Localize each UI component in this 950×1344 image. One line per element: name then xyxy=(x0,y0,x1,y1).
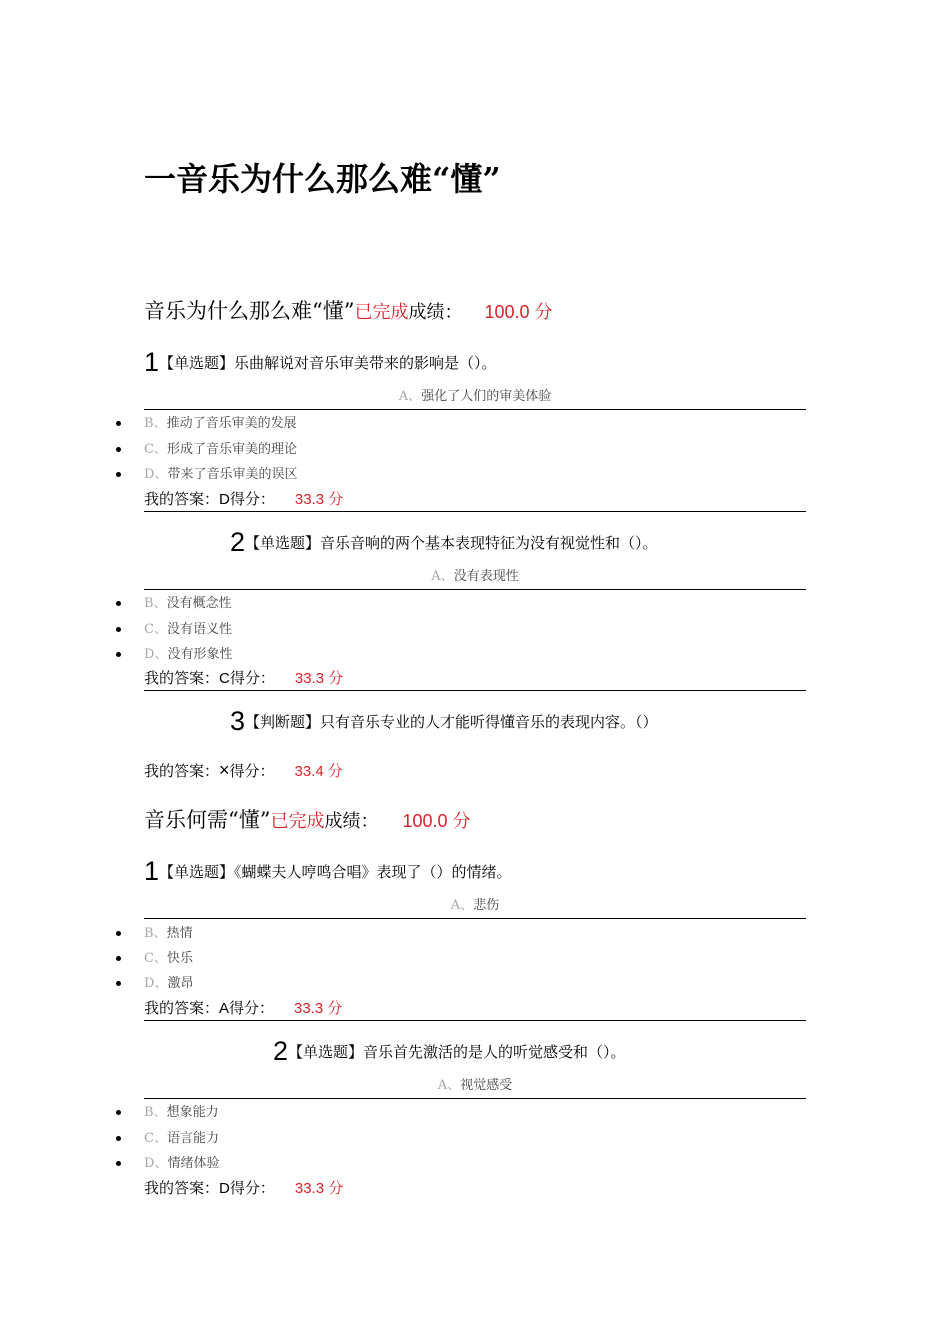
answer-row xyxy=(144,760,343,782)
question-text: 音乐音响的两个基本表现特征为没有视觉性和（）。 xyxy=(320,534,658,552)
bullet xyxy=(116,956,121,961)
option-a[interactable]: A、没有表现性 xyxy=(431,569,519,584)
points-value: 33.3 分 xyxy=(294,670,344,687)
answer-row xyxy=(144,998,342,1019)
option-c[interactable]: C、快乐 xyxy=(144,951,193,966)
question-text: 《蝴蝶夫人哼鸣合唱》表现了（）的情绪。 xyxy=(234,863,512,881)
question-2 xyxy=(273,1036,626,1067)
section-score: 100.0 分 xyxy=(484,302,553,322)
bullet xyxy=(116,1136,121,1141)
section-header xyxy=(144,296,553,328)
section-score: 100.0 分 xyxy=(402,811,471,831)
question-number: 3 xyxy=(230,706,246,736)
bullet xyxy=(116,447,121,452)
bullet xyxy=(116,1161,121,1166)
bullet xyxy=(116,652,121,657)
option-c[interactable]: C、语言能力 xyxy=(144,1131,219,1146)
my-answer: A xyxy=(219,1000,230,1017)
score-label: 成绩： xyxy=(324,811,379,832)
answer-label: 我的答案： xyxy=(144,1179,220,1197)
points-value: 33.3 分 xyxy=(294,1000,343,1017)
question-text: 只有音乐专业的人才能听得懂音乐的表现内容。（） xyxy=(320,713,658,731)
option-d[interactable]: D、激昂 xyxy=(144,976,194,991)
bullet xyxy=(116,981,121,986)
question-3 xyxy=(230,706,658,737)
question-text: 音乐首先激活的是人的听觉感受和（）。 xyxy=(363,1043,626,1061)
option-a[interactable]: A、视觉感受 xyxy=(437,1078,513,1093)
question-type: 【单选题】 xyxy=(245,534,321,552)
points-label: 得分： xyxy=(229,999,275,1017)
question-type: 【单选题】 xyxy=(288,1043,364,1061)
my-answer: × xyxy=(219,760,230,780)
status-label: 已完成 xyxy=(270,811,325,832)
question-2 xyxy=(230,527,658,558)
option-c[interactable]: C、形成了音乐审美的理论 xyxy=(144,442,297,457)
divider xyxy=(144,1098,806,1099)
question-type: 【判断题】 xyxy=(245,713,321,731)
answer-row xyxy=(144,1178,343,1199)
page-title: 一音乐为什么那么难“懂” xyxy=(144,160,501,198)
question-number: 1 xyxy=(144,347,160,377)
question-text: 乐曲解说对音乐审美带来的影响是（）。 xyxy=(234,354,497,372)
answer-label: 我的答案： xyxy=(144,669,220,687)
section-title: 音乐为什么那么难“懂” xyxy=(144,299,355,323)
divider xyxy=(144,409,806,410)
option-b[interactable]: B、想象能力 xyxy=(144,1105,219,1120)
answer-label: 我的答案： xyxy=(144,999,220,1017)
option-b[interactable]: B、热情 xyxy=(144,926,193,941)
question-1 xyxy=(144,347,497,378)
points-value: 33.3 分 xyxy=(294,1180,344,1197)
my-answer: C xyxy=(219,670,230,687)
bullet xyxy=(116,627,121,632)
score-label: 成绩： xyxy=(408,302,463,323)
points-label: 得分： xyxy=(229,490,275,508)
points-value: 33.4 分 xyxy=(294,763,343,780)
divider xyxy=(144,1020,806,1021)
option-d[interactable]: D、带来了音乐审美的误区 xyxy=(144,467,298,482)
section-header xyxy=(144,805,471,837)
question-type: 【单选题】 xyxy=(159,863,235,881)
answer-row xyxy=(144,668,343,689)
divider xyxy=(144,511,806,512)
bullet xyxy=(116,601,121,606)
option-a[interactable]: A、悲伤 xyxy=(450,898,500,913)
option-d[interactable]: D、没有形象性 xyxy=(144,647,233,662)
answer-label: 我的答案： xyxy=(144,490,220,508)
divider xyxy=(144,589,806,590)
option-b[interactable]: B、没有概念性 xyxy=(144,596,232,611)
divider xyxy=(144,918,806,919)
option-a[interactable]: A、强化了人们的审美体验 xyxy=(398,389,552,404)
section-title: 音乐何需“懂” xyxy=(144,808,271,832)
question-number: 1 xyxy=(144,856,160,886)
points-label: 得分： xyxy=(229,762,275,780)
question-number: 2 xyxy=(273,1036,289,1066)
points-value: 33.3 分 xyxy=(294,491,344,508)
points-label: 得分： xyxy=(229,1179,275,1197)
divider xyxy=(144,690,806,691)
question-1 xyxy=(144,856,512,887)
question-number: 2 xyxy=(230,527,246,557)
option-b[interactable]: B、推动了音乐审美的发展 xyxy=(144,416,297,431)
my-answer: D xyxy=(219,1180,230,1197)
status-label: 已完成 xyxy=(354,302,409,323)
question-type: 【单选题】 xyxy=(159,354,235,372)
bullet xyxy=(116,421,121,426)
my-answer: D xyxy=(219,491,230,508)
bullet xyxy=(116,472,121,477)
answer-row xyxy=(144,489,343,510)
option-d[interactable]: D、情绪体验 xyxy=(144,1156,220,1171)
answer-label: 我的答案： xyxy=(144,762,220,780)
bullet xyxy=(116,931,121,936)
points-label: 得分： xyxy=(229,669,275,687)
bullet xyxy=(116,1110,121,1115)
option-c[interactable]: C、没有语义性 xyxy=(144,622,232,637)
